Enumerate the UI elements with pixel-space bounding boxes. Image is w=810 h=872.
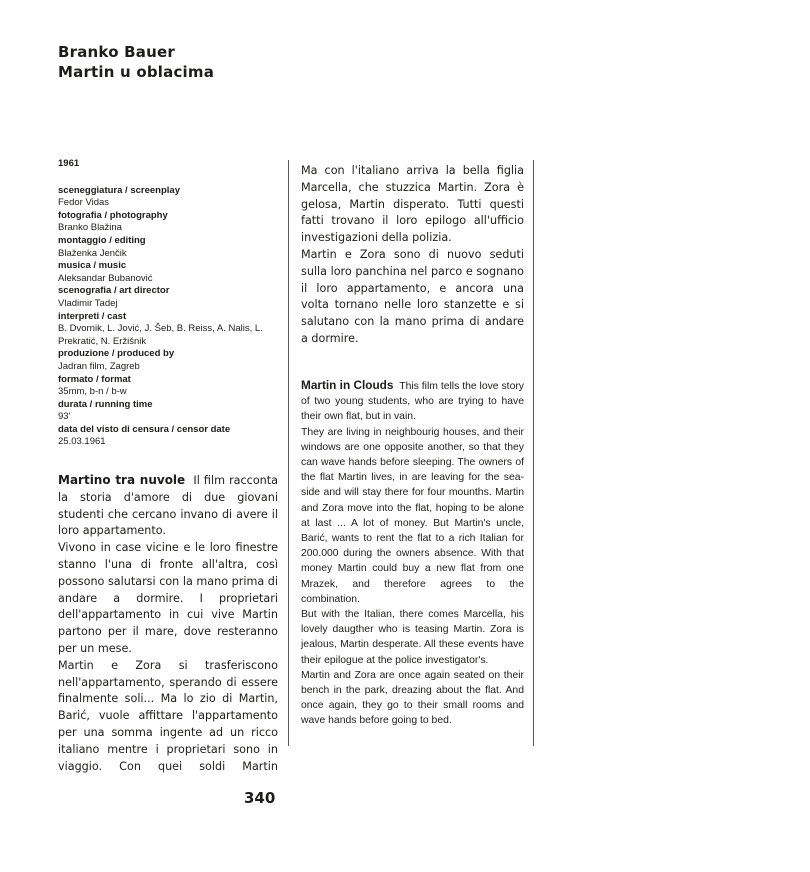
english-paragraph: They are living in neighbourig houses, and their windows are one opposite another, so that they can wave hands before sleeping. The owners of the flat Martin lives, in are leaving for the sea-side and will stay there for four mounths. Martin and Zora move into the flat, hoping to be alone at last ... A lot of money. But Martin's uncle, Barić, wants to rent the flat to a rich Italian for 200.000 during the owners absence. With that money Martin could buy a new flat from one Mrazek, and therefore agrees to the combination. bbox=[301, 426, 524, 605]
english-paragraph bbox=[301, 378, 524, 425]
credit-label: sceneggiatura / screenplay bbox=[58, 184, 180, 196]
credit-label: musica / music bbox=[58, 260, 127, 272]
english-text: This film tells the love story of two young students, who are trying to have their own flat, but in vain. bbox=[301, 381, 525, 423]
italian-paragraph bbox=[58, 472, 278, 540]
credit-label: scenografia / art director bbox=[58, 285, 170, 297]
english-synopsis bbox=[301, 378, 524, 729]
film-header bbox=[58, 42, 214, 82]
credit-value: Jadran film, Zagreb bbox=[58, 360, 140, 372]
italian-synopsis-part2 bbox=[301, 163, 524, 348]
credit-label: montaggio / editing bbox=[58, 234, 146, 246]
credit-label: fotografia / photography bbox=[58, 209, 168, 221]
credit-label: formato / format bbox=[58, 373, 131, 385]
column-divider bbox=[288, 160, 289, 746]
column-divider bbox=[533, 160, 534, 746]
italian-paragraph: Martin e Zora sono di nuovo seduti sulla loro panchina nel parco e sognano il loro appartamento, e ancora una volta tornano nelle loro stanzette e si salutano con la mano prima di andare a dormire. bbox=[301, 247, 524, 345]
credits-block bbox=[58, 158, 278, 449]
credit-value: Blaženka Jenčik bbox=[58, 247, 127, 259]
italian-paragraph: Martin e Zora si trasferiscono nell'appartamento, sperando di essere finalmente soli... Ma lo zio di Martin, Barić, vuole affittare l'appartamento per una somma ingente ad un ricco italiano mentre i proprietari sono in viaggio. Con quei soldi Martin bbox=[58, 658, 278, 773]
credit-value: 93' bbox=[58, 411, 71, 423]
credit-value: 35mm, b-n / b-w bbox=[58, 386, 127, 398]
credit-value: Vladimir Tadej bbox=[58, 297, 118, 309]
english-paragraph: Martin and Zora are once again seated on their bench in the park, dreazing about the flat. And once again, they go to their small rooms and wave hands before going to bed. bbox=[301, 669, 524, 727]
english-lead-title: Martin in Clouds bbox=[301, 378, 394, 392]
credit-value: Branko Blažina bbox=[58, 222, 122, 234]
credit-value: Aleksandar Bubanović bbox=[58, 272, 153, 284]
italian-lead-title: Martino tra nuvole bbox=[58, 473, 186, 487]
credit-value: B. Dvornik, L. Jović, J. Šeb, B. Reiss, A. Nalis, L. Prekratić, N. Eržišnik bbox=[58, 323, 263, 347]
director-name: Branko Bauer bbox=[58, 43, 175, 61]
credit-value: 25.03.1961 bbox=[58, 436, 106, 448]
credit-label: interpreti / cast bbox=[58, 310, 127, 322]
italian-paragraph: Vivono in case vicine e le loro finestre stanno l'una di fronte all'altra, così possono salutarsi con la mano prima di andare a dormire. I proprietari dell'appartamento in cui vive Martin partono per il mare, dove resteranno per un mese. bbox=[58, 541, 278, 655]
credit-label: produzione / produced by bbox=[58, 348, 175, 360]
film-title: Martin u oblacima bbox=[58, 63, 215, 81]
release-year: 1961 bbox=[58, 158, 80, 169]
credit-label: durata / running time bbox=[58, 398, 153, 410]
page-number: 340 bbox=[244, 789, 276, 807]
english-paragraph: But with the Italian, there comes Marcella, his lovely daugther who is teasing Martin. Zora is jealous, Martin desperate. All these events have their epilogue at the police investigator's. bbox=[301, 609, 524, 666]
credit-label: data del visto di censura / censor date bbox=[58, 423, 231, 435]
italian-paragraph: Ma con l'italiano arriva la bella figlia Marcella, che stuzzica Martin. Zora è gelosa, Martin disperato. Tutti questi fatti trovano il loro epilogo all'ufficio investigazioni della polizia. bbox=[301, 164, 524, 245]
italian-synopsis-part1 bbox=[58, 472, 278, 775]
credit-value: Fedor Vidas bbox=[58, 197, 110, 209]
italian-text: Il film racconta la storia d'amore di due giovani studenti che cercano invano di avere il loro appartamento. bbox=[58, 474, 278, 538]
